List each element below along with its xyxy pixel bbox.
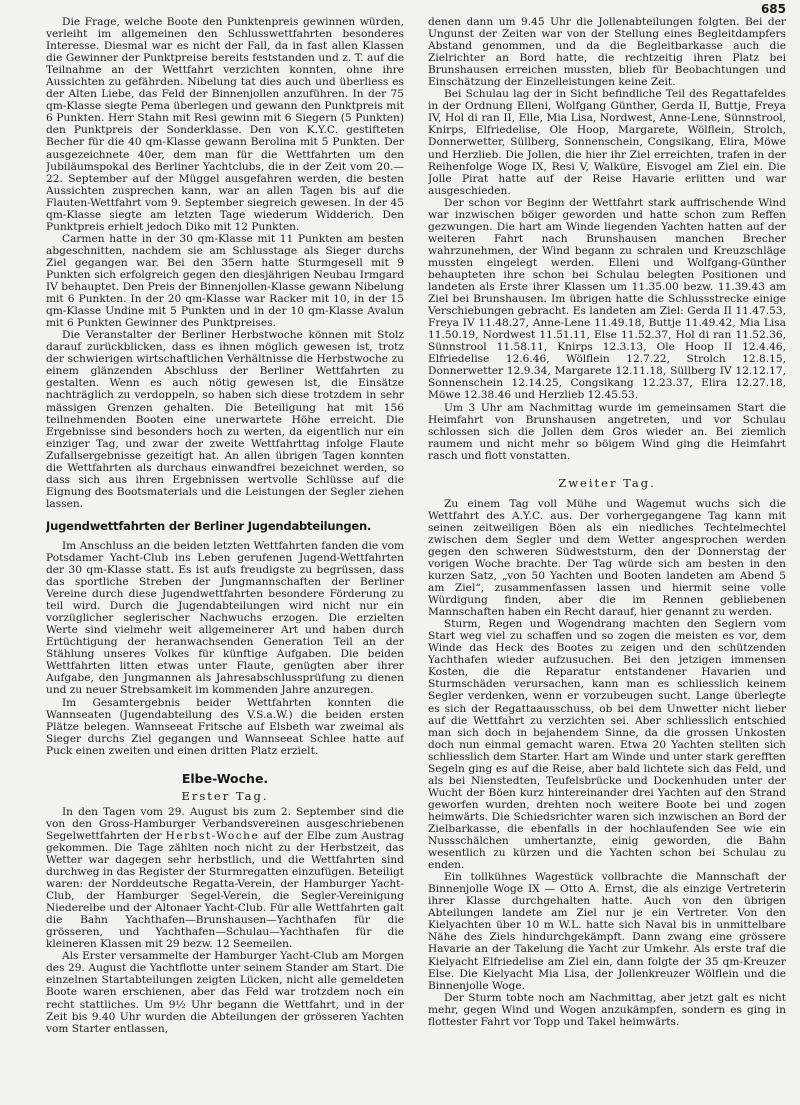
paragraph: Die Frage, welche Boote den Punktenpreis gewinnen würden, verleiht im allgemeinen den Schlusswettfahrten besonderes Interesse. Diesmal war es nicht der Fall, da in fast allen Klassen die Gewinner der Punktpreise bereits feststanden und z. T. auf die Teilnahme an der Wettfahrt verzichten konnten, ohne ihre Aussichten zu gefährden. Nibelung tat dies auch und überliess es der Alten Liebe, das Feld der Binnenjollen anzuführen. In der 75 qm-Klasse siegte Pema überlegen und gewann den Punktpreis mit 6 Punkten. Herr Stahn mit Resi gewinn mit 6 Siegern (5 Punkten) den Punktpreis der Sonderklasse. Den von K.Y.C. gestifteten Becher für die 40 qm-Klasse gewann Berolina mit 5 Punkten. Der ausgezeichnete 40er, dem man für die Wettfahrten um den Jubiläumspokal des Berliner Yachtclubs, die in der Zeit vom 20.—22. September auf der Müggel ausgefahren werden, die besten Aussichten zusprechen kann, war an allen Tagen bis auf die Flauten-Wettfahrt vom 9. September siegreich gewesen. In der 45 qm-Klasse siegte am letzten Tage wiederum Widderich. Den Punktpreis erhielt jedoch Diko mit 12 Punkten. xyxy=(46,16,404,233)
page-number: 685 xyxy=(760,2,786,16)
paragraph: Ein tollkühnes Wagestück vollbrachte die Mannschaft der Binnenjolle Woge IX — Otto A. Ernst, die als einzige Vertreterin ihrer Klasse durchgehalten hatte. Auch von den übrigen Abteilungen landete am Ziel nur je ein Vertreter. Von den Kielyachten über 10 m W.L. hatte sich Naval bis in unmittelbare Nähe des Ziels hindurchgekämpft. Dann zwang eine grössere Havarie an der Takelung die Yacht zur Umkehr. Als erste traf die Kielyacht Elfriedelise am Ziel ein, dann folgte der 35 qm-Kreuzer Else. Die Kielyacht Mia Lisa, der Jollenkreuzer Wölflein und die Binnenjolle Woge. xyxy=(428,871,786,992)
paragraph: Zu einem Tag voll Mühe und Wagemut wuchs sich die Wettfahrt des A.Y.C. aus. Der vorhergegangene Tag kann mit seinen zeitweiligen Böen als ein niedliches Techtelmechtel zwischen dem Segler und dem Wetter angesprochen werden gegen den schweren Südweststurm, den der Donnerstag der vorigen Woche brachte. Der Tag würde sich am besten in den kurzen Satz, „von 50 Yachten und Booten landeten am Abend 5 am Ziel“, zusammenfassen lassen und hiermit seine volle Würdigung finden, aber die im Rennen gebliebenen Mannschaften haben ein Recht darauf, hier genannt zu werden. xyxy=(428,497,786,619)
subheading-erster-tag: Erster Tag. xyxy=(181,788,269,803)
paragraph: Der schon vor Beginn der Wettfahrt stark auffrischende Wind war inzwischen böiger geworden und hatte schon zum Reffen gezwungen. Die hart am Winde liegenden Yachten hatten auf der weiteren Fahrt nach Brunshausen manchen Brecher wahrzunehmen, der Wind begann zu schralen und Kreuzschläge mussten eingelegt werden. Elleni und Wolfgang-Günther behaupteten ihre schon bei Schulau belegten Positionen und landeten als Erste ihrer Klassen um 11.35.00 bezw. 11.39.43 am Ziel bei Brunshausen. Im übrigen hatte die Schlussstrecke einige Verschiebungen gebracht. Es landeten am Ziel: Gerda II 11.47.53, Freya IV 11.48.27, Anne-Lene 11.49.18, Buttje 11.49.42, Mia Lisa 11.50.19, Nordwest 11.51.11, Else 11.52.37, Hol di ran 11.52.36, Sünnstrool 11.58.11, Knirps 12.3.13, Ole Hoop II 12.4.46, Elfriedelise 12.6.46, Wölflein 12.7.22, Strolch 12.8.15, Donnerwetter 12.9.34, Margarete 12.11.18, Süllberg IV 12.12.17, Sonnenschein 12.14.25, Congsikang 12.23.37, Elira 12.27.18, Möwe 12.38.46 und Herzlieb 12.45.53. xyxy=(428,196,786,402)
paragraph: Im Gesamtergebnis beider Wettfahrten konnten die Wannseaten (Jugendabteilung des V.S.a.W.) die beiden ersten Plätze belegen. Wannseeat Fritsche auf Elsbeth war zweimal als Sieger durchs Ziel gegangen und Wannseeat Schlee hatte auf Puck einen zweiten und einen dritten Platz erzielt. xyxy=(46,696,404,757)
paragraph-text: auf der Elbe zum Austrag gekommen. Die Tage zählten noch nicht zu der Herbstzeit, das Wetter war dagegen sehr herbstlich, und die Wettfahrten sind durchweg in das Register der Sturmregatten einzufügen. Beteiligt waren: der Norddeutsche Regatta-Verein, der Hamburger Yacht-Club, der Hamburger Segel-Verein, die Segler-Vereinigung Niederelbe und der Altonaer Yacht-Club. Für alle Wettfahrten galt die Bahn Yachthafen—Brunshausen—Yachthafen für die grösseren, und Yachthafen—Schulau—Yachthafen für die kleineren Klassen mit 29 bezw. 12 Seemeilen. xyxy=(46,829,404,951)
paragraph: Carmen hatte in der 30 qm-Klasse mit 11 Punkten am besten abgeschnitten, nachdem sie am Schlusstage als Sieger durchs Ziel gegangen war. Bei den 35ern hatte Sturmgesell mit 9 Punkten sich erfolgreich gegen den diesjährigen Neubau Irmgard IV behauptet. Den Preis der Binnenjollen-Klasse gewann Nibelung mit 6 Punkten. In der 20 qm-Klasse war Racker mit 10, in der 15 qm-Klasse Undine mit 5 Punkten und in der 10 qm-Klasse Avalun mit 6 Punkten Gewinner des Punktpreises. xyxy=(46,232,404,330)
paragraph: denen dann um 9.45 Uhr die Jollenabteilungen folgten. Bei der Ungunst der Zeiten war von der Stellung eines Begleitdampfers Abstand genommen, und da die Begleitbarkasse auch die Zielrichter an Bord hatte, die rechtzeitig ihren Platz bei Brunshausen erreichen mussten, blieb für Beobachtungen und Einschätzung der Einzelleistungen keine Zeit. xyxy=(428,16,786,89)
paragraph: Der Sturm tobte noch am Nachmittag, aber jetzt galt es nicht mehr, gegen Wind und Wogen anzukämpfen, sondern es ging in flottester Fahrt vor Topp und Takel heimwärts. xyxy=(428,991,786,1028)
paragraph: Die Veranstalter der Berliner Herbstwoche können mit Stolz darauf zurückblicken, dass es ihnen möglich gewesen ist, trotz der schwierigen wirtschaftlichen Verhältnisse die Herbstwoche zu einem glänzenden Abschluss der Berliner Wettfahrten zu gestalten. Wenn es auch nötig gewesen ist, die Einsätze nachträglich zu verdoppeln, so haben sich diese trotzdem in sehr mässigen Grenzen gehalten. Die Beteiligung hat mit 156 teilnehmenden Booten eine unerwartete Höhe erreicht. Die Ergebnisse sind besonders hoch zu werten, da eigentlich nur ein einziger Tag, und zwar der zweite Wettfahrttag infolge Flaute Zufallsergebnisse gezeitigt hat. An allen übrigen Tagen konnten die Wettfahrten als durchaus einwandfrei bezeichnet werden, so dass sich aus ihren Ergebnissen wertvolle Schlüsse auf die Eignung des Bootsmaterials und die Leistungen der Segler ziehen lassen. xyxy=(46,329,404,510)
left-column xyxy=(46,16,404,1096)
paragraph: Um 3 Uhr am Nachmittag wurde im gemeinsamen Start die Heimfahrt von Brunshausen angetreten, und vor Schulau schlossen sich die Jollen dem Gros wieder an. Bei ziemlich raumem und nicht mehr so böigem Wind ging die Heimfahrt rasch und flott vonstatten. xyxy=(428,401,786,462)
article-columns xyxy=(46,16,786,1096)
paragraph: Sturm, Regen und Wogendrang machten den Seglern vom Start weg viel zu schaffen und so zogen die meisten es vor, dem Winde das Heck des Bootes zu zeigen und den schützenden Yachthafen wieder aufzusuchen. Bei den jetzigen immensen Kosten, die die Reparatur entstandener Havarien und Sturmschäden verursachen, kann man es schliesslich keinem Segler verdenken, wenn er vorzubeugen sucht. Lange überlegte es sich der Regattaausschuss, ob bei dem Unwetter nicht lieber auf die Wettfahrt zu verzichten sei. Aber schliesslich entschied man sich doch in bejahendem Sinne, da die grossen Unkosten doch nun einmal gemacht waren. Etwa 20 Yachten stellten sich schliesslich dem Starter. Hart am Winde und unter stark gerefften Segeln ging es auf die Reise, aber bald lichtete sich das Feld, und als bei Nienstedten, Teufelsbrücke und Dockenhuden unter der Wucht der Böen kurz hintereinander drei Yachten auf den Strand geworfen wurden, drehten noch weitere Boote bei und zogen heimwärts. Die Schiedsrichter waren sich inzwischen an Bord der Zielbarkasse, die ebenfalls in der hochlaufenden See wie ein Nussschälchen umhertanzte, einig geworden, die Bahn wesentlich zu kürzen und die Yachten schon bei Schulau zu enden. xyxy=(428,618,786,872)
subheading-zweiter-tag: Zweiter Tag. xyxy=(558,475,656,490)
paragraph xyxy=(46,806,404,951)
section-heading-jugendwettfahrten: Jugendwettfahrten der Berliner Jugendabteilungen. xyxy=(46,518,372,533)
paragraph: Bei Schulau lag der in Sicht befindliche Teil des Regattafeldes in der Ordnung Elleni, Wolfgang Günther, Gerda II, Buttje, Freya IV, Hol di ran II, Elle, Mia Lisa, Nordwest, Anne-Lene, Sünnstrool, Knirps, Elfriedelise, Ole Hoop, Margarete, Wölflein, Strolch, Donnerwetter, Süllberg, Sonnenschein, Congsikang, Elira, Möwe und Herzlieb. Die Jollen, die hier ihr Ziel erreichten, trafen in der Reihenfolge Woge IX, Resi V, Walküre, Eisvogel am Ziel ein. Die Jolle Pirat hatte auf der Reise Havarie erlitten und war ausgeschieden. xyxy=(428,88,786,197)
right-column xyxy=(428,16,786,1096)
section-heading-elbe-woche: Elbe-Woche. xyxy=(181,770,269,786)
paragraph: Im Anschluss an die beiden letzten Wettfahrten fanden die vom Potsdamer Yacht-Club ins Leben gerufenen Jugend-Wettfahrten der 30 qm-Klasse statt. Es ist aufs freudigste zu begrüssen, dass das sportliche Streben der Jungmannschaften der Berliner Vereine durch diese Jugendwettfahrten besondere Förderung zu teil wird. Durch die Jugendabteilungen wird nicht nur ein vorzüglicher seglerischer Nachwuchs erzogen. Die erzielten Werte sind vielmehr weit allgemeinerer Art und haben durch Ertüchtigung der heranwachsenden Generation Teil an der Stählung unseres Volkes für künftige Aufgaben. Die beiden Wettfahrten litten etwas unter Flaute, genügten aber ihrer Aufgabe, den Jungmannen als Jahresabschlussprüfung zu dienen und zu neuer Strebsamkeit im kommenden Jahre anzuregen. xyxy=(46,539,404,697)
paragraph-text: In den Tagen vom 29. August bis zum 2. September sind die von den Gross-Hamburger Verbandsvereinen ausgeschriebenen Segelwettfahrten der xyxy=(46,805,404,842)
paragraph: Als Erster versammelte der Hamburger Yacht-Club am Morgen des 29. August die Yachtflotte unter seinem Stander am Start. Die einzelnen Startabteilungen zeigten Lücken, nicht alle gemeldeten Boote waren erschienen, aber das Feld war trotzdem noch ein recht stattliches. Um 9½ Uhr begann die Wettfahrt, und in der Zeit bis 9.40 Uhr wurden die Abteilungen der grösseren Yachten vom Starter entlassen, xyxy=(46,950,404,1035)
emphasis-text: Herbst-Woche xyxy=(165,829,260,842)
